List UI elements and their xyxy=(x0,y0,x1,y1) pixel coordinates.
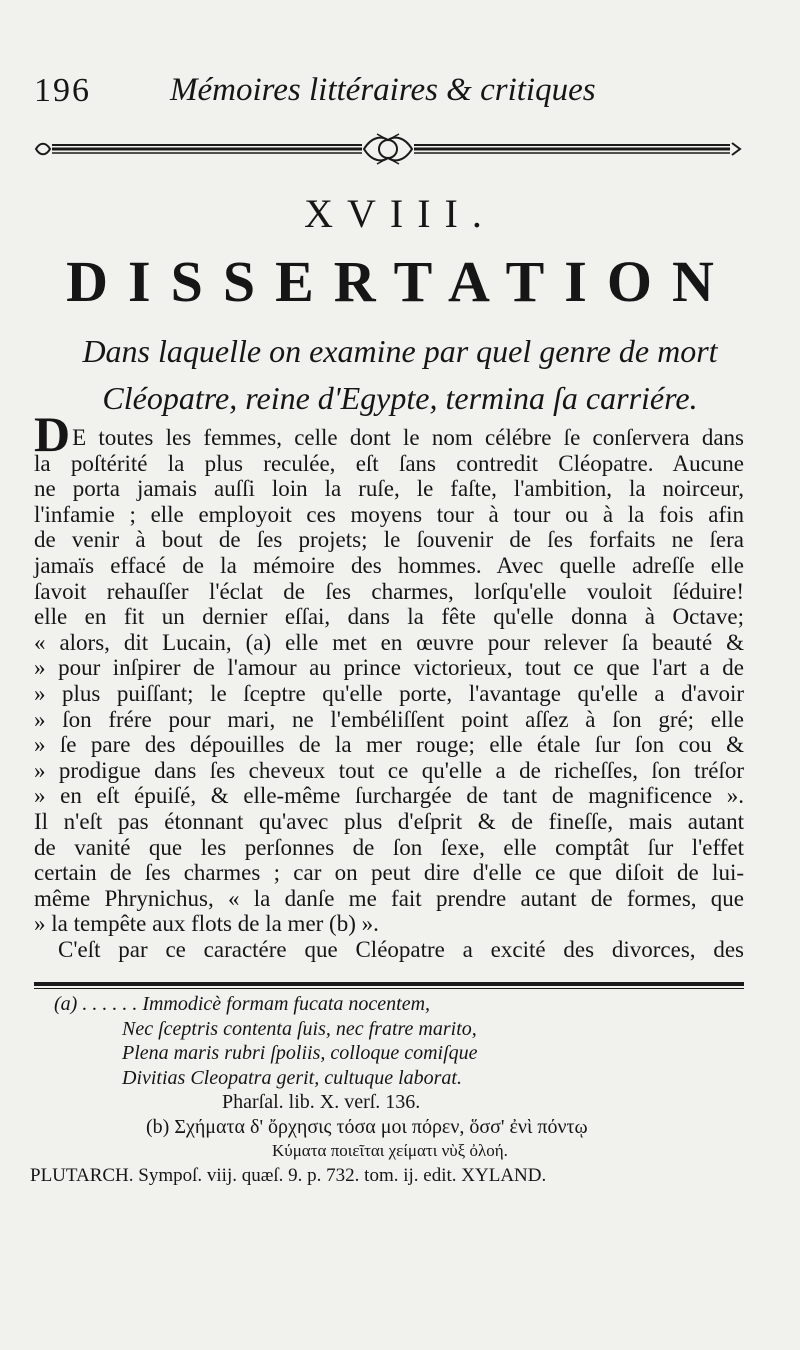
chapter-title: DISSERTATION xyxy=(66,249,734,314)
body-line: » en eſt épuiſé, & elle-même ſurchargée de tant de magnificence ». xyxy=(34,783,744,809)
body-line: « alors, dit Lucain, (a) elle met en œuvre pour relever ſa beauté & xyxy=(34,629,744,655)
footnote-a-line: Plena maris rubri ſpoliis, colloque comiſque xyxy=(122,1042,478,1064)
body-line: de vanité que les perſonnes de ſon ſexe, elle comptât ſur l'effet xyxy=(34,834,744,860)
page-number: 196 xyxy=(34,72,91,109)
footnote-b-line: (b) Σχήματα δ' ὄρχησις τόσα μοι πόρεν, ὅσσ' ἐνὶ πόντῳ xyxy=(146,1115,588,1138)
body-line: » ſon frére pour mari, ne l'embéliſſent point aſſez à ſon gré; elle xyxy=(34,706,744,732)
chapter-number: XVIII. xyxy=(304,191,496,236)
body-line: même Phrynichus, « la danſe me fait prendre autant de formes, que xyxy=(34,885,744,911)
footnote-separator xyxy=(34,982,744,986)
body-line: » prodigue dans ſes cheveux tout ce qu'elle a de richeſſes, ſon tréſor xyxy=(34,757,744,783)
drop-cap: D xyxy=(34,406,71,462)
footnote-b-line: Κύματα ποιεῖται χείματι νὺξ ὀλοή. xyxy=(272,1141,508,1160)
body-line: ſavoit rehauſſer l'éclat de ſes charmes, lorſqu'elle vouloit ſéduire! xyxy=(34,578,744,604)
footnote-b-source: PLUTARCH. Sympoſ. viij. quæſ. 9. p. 732. tom. ij. edit. XYLAND. xyxy=(30,1164,547,1186)
body-line: jamaïs effacé de la mémoire des hommes. Avec quelle adreſſe elle xyxy=(34,552,744,578)
footnotes xyxy=(30,992,744,1188)
body-line: de venir à bout de ſes projets; le ſouvenir de ſes forfaits ne ſera xyxy=(34,527,744,553)
body-line: Il n'eſt pas étonnant qu'avec plus d'eſprit & de fineſſe, mais autant xyxy=(34,808,744,834)
body-text xyxy=(34,406,744,962)
body-line: certain de ſes charmes ; car on peut dire d'elle ce que diſoit de lui- xyxy=(34,860,744,886)
body-line: » plus puiſſant; le ſceptre qu'elle porte, l'avantage qu'elle a d'avoir xyxy=(34,680,744,706)
page-header xyxy=(28,72,768,116)
footnote-a-source: Pharſal. lib. X. verſ. 136. xyxy=(222,1091,421,1113)
footnote-a-line: Divitias Cleopatra gerit, cultuque laborat. xyxy=(122,1066,462,1089)
footnote-a-line: Nec ſceptris contenta ſuis, nec fratre marito, xyxy=(122,1017,477,1040)
body-line: C'eſt par ce caractére que Cléopatre a excité des divorces, des xyxy=(58,936,744,962)
subtitle-line: Dans laquelle on examine par quel genre de mort xyxy=(82,333,718,369)
body-line: » pour inſpirer de l'amour au prince victorieux, tout ce que l'art a de xyxy=(34,655,744,681)
footnote-separator-thin xyxy=(34,988,744,989)
running-head: Mémoires littéraires & critiques xyxy=(170,72,596,108)
chapter-subtitle xyxy=(30,328,770,422)
ornamental-rule-icon xyxy=(32,132,744,166)
footnote-a-line: (a) . . . . . . Immodicè formam fucata nocentem, xyxy=(54,993,431,1015)
body-line: l'infamie ; elle employoit ces moyens tour à tour ou à la fois afin xyxy=(34,501,744,527)
subtitle-line: Cléopatre, reine d'Egypte, termina ſa carriére. xyxy=(102,380,698,416)
body-line: » la tempête aux flots de la mer (b) ». xyxy=(34,911,379,937)
body-line: la poſtérité la plus reculée, eſt ſans contredit Cléopatre. Aucune xyxy=(34,450,744,476)
body-line: elle en fit un dernier eſſai, dans la fête qu'elle donna à Octave; xyxy=(34,604,744,630)
body-line: DE toutes les femmes, celle dont le nom célébre ſe conſervera dans xyxy=(34,406,744,462)
body-line: » ſe pare des dépouilles de la mer rouge; elle étale ſur ſon cou & xyxy=(34,732,744,758)
body-line: ne porta jamais auſſi loin la ruſe, le faſte, l'ambition, la noirceur, xyxy=(34,476,744,502)
